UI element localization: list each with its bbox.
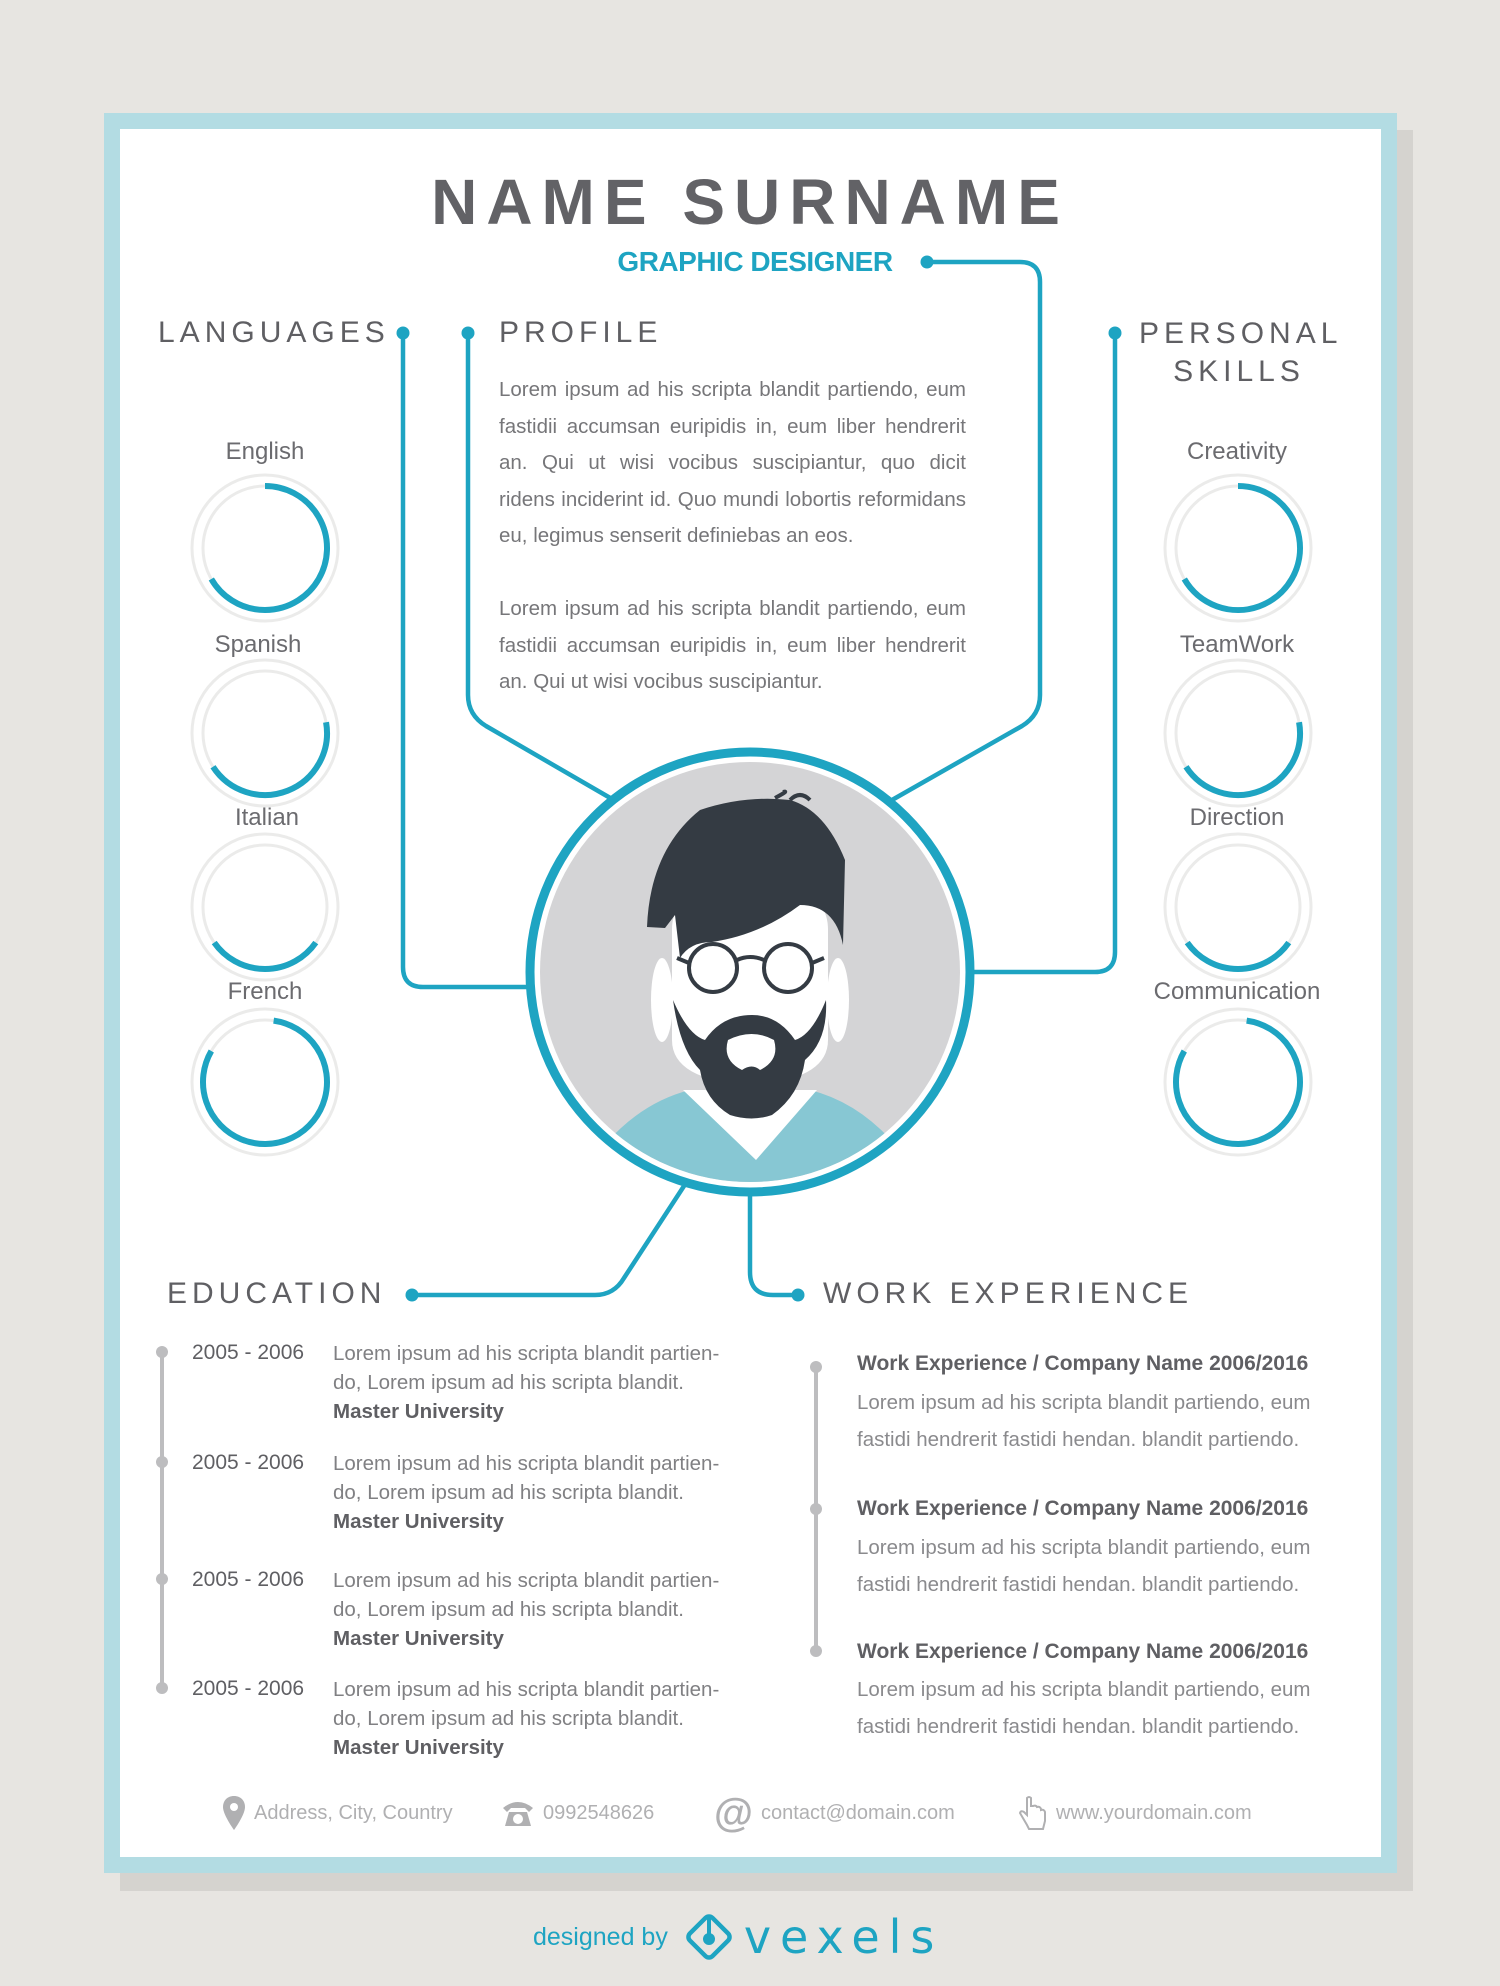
education-date: 2005 - 2006: [192, 1677, 305, 1700]
work-heading: WORK EXPERIENCE: [823, 1277, 1194, 1310]
work-description: [857, 1384, 1357, 1458]
phone-text: 0992548626: [543, 1801, 655, 1824]
work-dot: [792, 1289, 805, 1302]
education-connector-line: [412, 1186, 684, 1295]
vexels-logo-text: vexels: [743, 1910, 944, 1964]
language-label: French: [227, 978, 303, 1005]
contact-phone: [501, 1797, 654, 1829]
skill-progress-arc: [1187, 943, 1289, 969]
contact-address: [222, 1797, 453, 1829]
education-desc-line: Lorem ipsum ad his scripta blandit partien-: [333, 1569, 720, 1592]
education-desc-line: do, Lorem ipsum ad his scripta blandit.: [333, 1707, 684, 1730]
work-desc-line: Lorem ipsum ad his scripta blandit partiendo, eum: [857, 1678, 1311, 1701]
address-text: Address, City, Country: [254, 1801, 453, 1824]
work-desc-line: Lorem ipsum ad his scripta blandit partiendo, eum: [857, 1391, 1311, 1414]
work-title: Work Experience / Company Name 2006/2016: [857, 1497, 1309, 1520]
hand-pointer-icon: [1018, 1795, 1048, 1831]
language-progress-arc: [214, 943, 316, 969]
skills-heading-line1: PERSONAL: [1139, 317, 1343, 350]
language-label: Spanish: [214, 631, 302, 658]
education-date: 2005 - 2006: [192, 1341, 305, 1364]
work-desc-line: Lorem ipsum ad his scripta blandit partiendo, eum: [857, 1536, 1311, 1559]
profile-paragraph: Lorem ipsum ad his scripta blandit partiendo, eum fastidii accumsan euripidis in, eum liber hendrerit an. Qui ut wisi vocibus suscipiantur, quo dicit ridens inciderint id. Quo mundi lobortis reformidans eu, legimus senserit definiebas an eos.: [499, 378, 966, 548]
language-label: English: [225, 438, 305, 465]
language-progress-arc: [211, 486, 327, 610]
profile-heading: PROFILE: [499, 316, 663, 349]
person-name: NAME SURNAME: [431, 166, 1069, 238]
designer-credit: [533, 1912, 943, 1962]
work-desc-line: fastidi hendrerit fastidi hendan. blandit partiendo.: [857, 1428, 1300, 1451]
skills-heading-line2: SKILLS: [1173, 355, 1305, 388]
avatar: [530, 752, 970, 1215]
at-sign-icon: @: [714, 1791, 754, 1835]
profile-paragraph: Lorem ipsum ad his scripta blandit partiendo, eum fastidii accumsan euripidis in, eum liber hendrerit an. Qui ut wisi vocibus suscipiantur.: [499, 597, 966, 694]
education-heading: EDUCATION: [167, 1277, 387, 1310]
education-dot: [406, 1289, 419, 1302]
email-text: contact@domain.com: [761, 1801, 955, 1824]
skill-progress-arc: [1186, 722, 1300, 795]
work-desc-line: fastidi hendrerit fastidi hendan. blandit partiendo.: [857, 1573, 1300, 1596]
education-description: [333, 1339, 753, 1426]
skill-label: Communication: [1153, 978, 1321, 1005]
education-description: [333, 1566, 753, 1653]
skills-heading: [1139, 315, 1343, 391]
contact-website: [1018, 1797, 1252, 1829]
work-title: Work Experience / Company Name 2006/2016: [857, 1640, 1309, 1663]
telephone-icon: [501, 1798, 535, 1828]
profile-dot: [462, 327, 475, 340]
work-description: [857, 1671, 1357, 1745]
education-desc-line: Lorem ipsum ad his scripta blandit partien-: [333, 1342, 720, 1365]
education-desc-line: do, Lorem ipsum ad his scripta blandit.: [333, 1598, 684, 1621]
work-desc-line: fastidi hendrerit fastidi hendan. blandit partiendo.: [857, 1715, 1300, 1738]
education-school: Master University: [333, 1736, 504, 1759]
education-desc-line: Lorem ipsum ad his scripta blandit partien-: [333, 1452, 720, 1475]
education-school: Master University: [333, 1627, 504, 1650]
education-school: Master University: [333, 1510, 504, 1533]
skill-label: Direction: [1189, 804, 1285, 831]
designed-by-text: designed by: [533, 1922, 668, 1951]
work-description: [857, 1529, 1357, 1603]
languages-heading: LANGUAGES: [158, 316, 390, 349]
website-text: www.yourdomain.com: [1056, 1801, 1252, 1824]
education-description: [333, 1449, 753, 1536]
person-role: GRAPHIC DESIGNER: [617, 246, 893, 277]
education-desc-line: Lorem ipsum ad his scripta blandit partien-: [333, 1678, 720, 1701]
education-school: Master University: [333, 1400, 504, 1423]
map-pin-icon: [222, 1795, 246, 1831]
skills-connector-line: [970, 333, 1115, 972]
language-label: Italian: [234, 804, 300, 831]
work-connector-line: [750, 1194, 798, 1295]
skill-label: Creativity: [1186, 438, 1288, 465]
skills-dot: [1109, 327, 1122, 340]
skill-progress-arc: [1184, 486, 1300, 610]
work-title: Work Experience / Company Name 2006/2016: [857, 1352, 1309, 1375]
education-description: [333, 1675, 753, 1762]
languages-dot: [397, 327, 410, 340]
language-progress-arc: [213, 722, 327, 795]
education-desc-line: do, Lorem ipsum ad his scripta blandit.: [333, 1371, 684, 1394]
contact-email: [714, 1791, 955, 1835]
education-date: 2005 - 2006: [192, 1451, 305, 1474]
education-desc-line: do, Lorem ipsum ad his scripta blandit.: [333, 1481, 684, 1504]
education-date: 2005 - 2006: [192, 1568, 305, 1591]
skill-label: TeamWork: [1179, 631, 1295, 658]
role-dot: [921, 256, 934, 269]
vexels-diamond-icon: [682, 1910, 736, 1964]
